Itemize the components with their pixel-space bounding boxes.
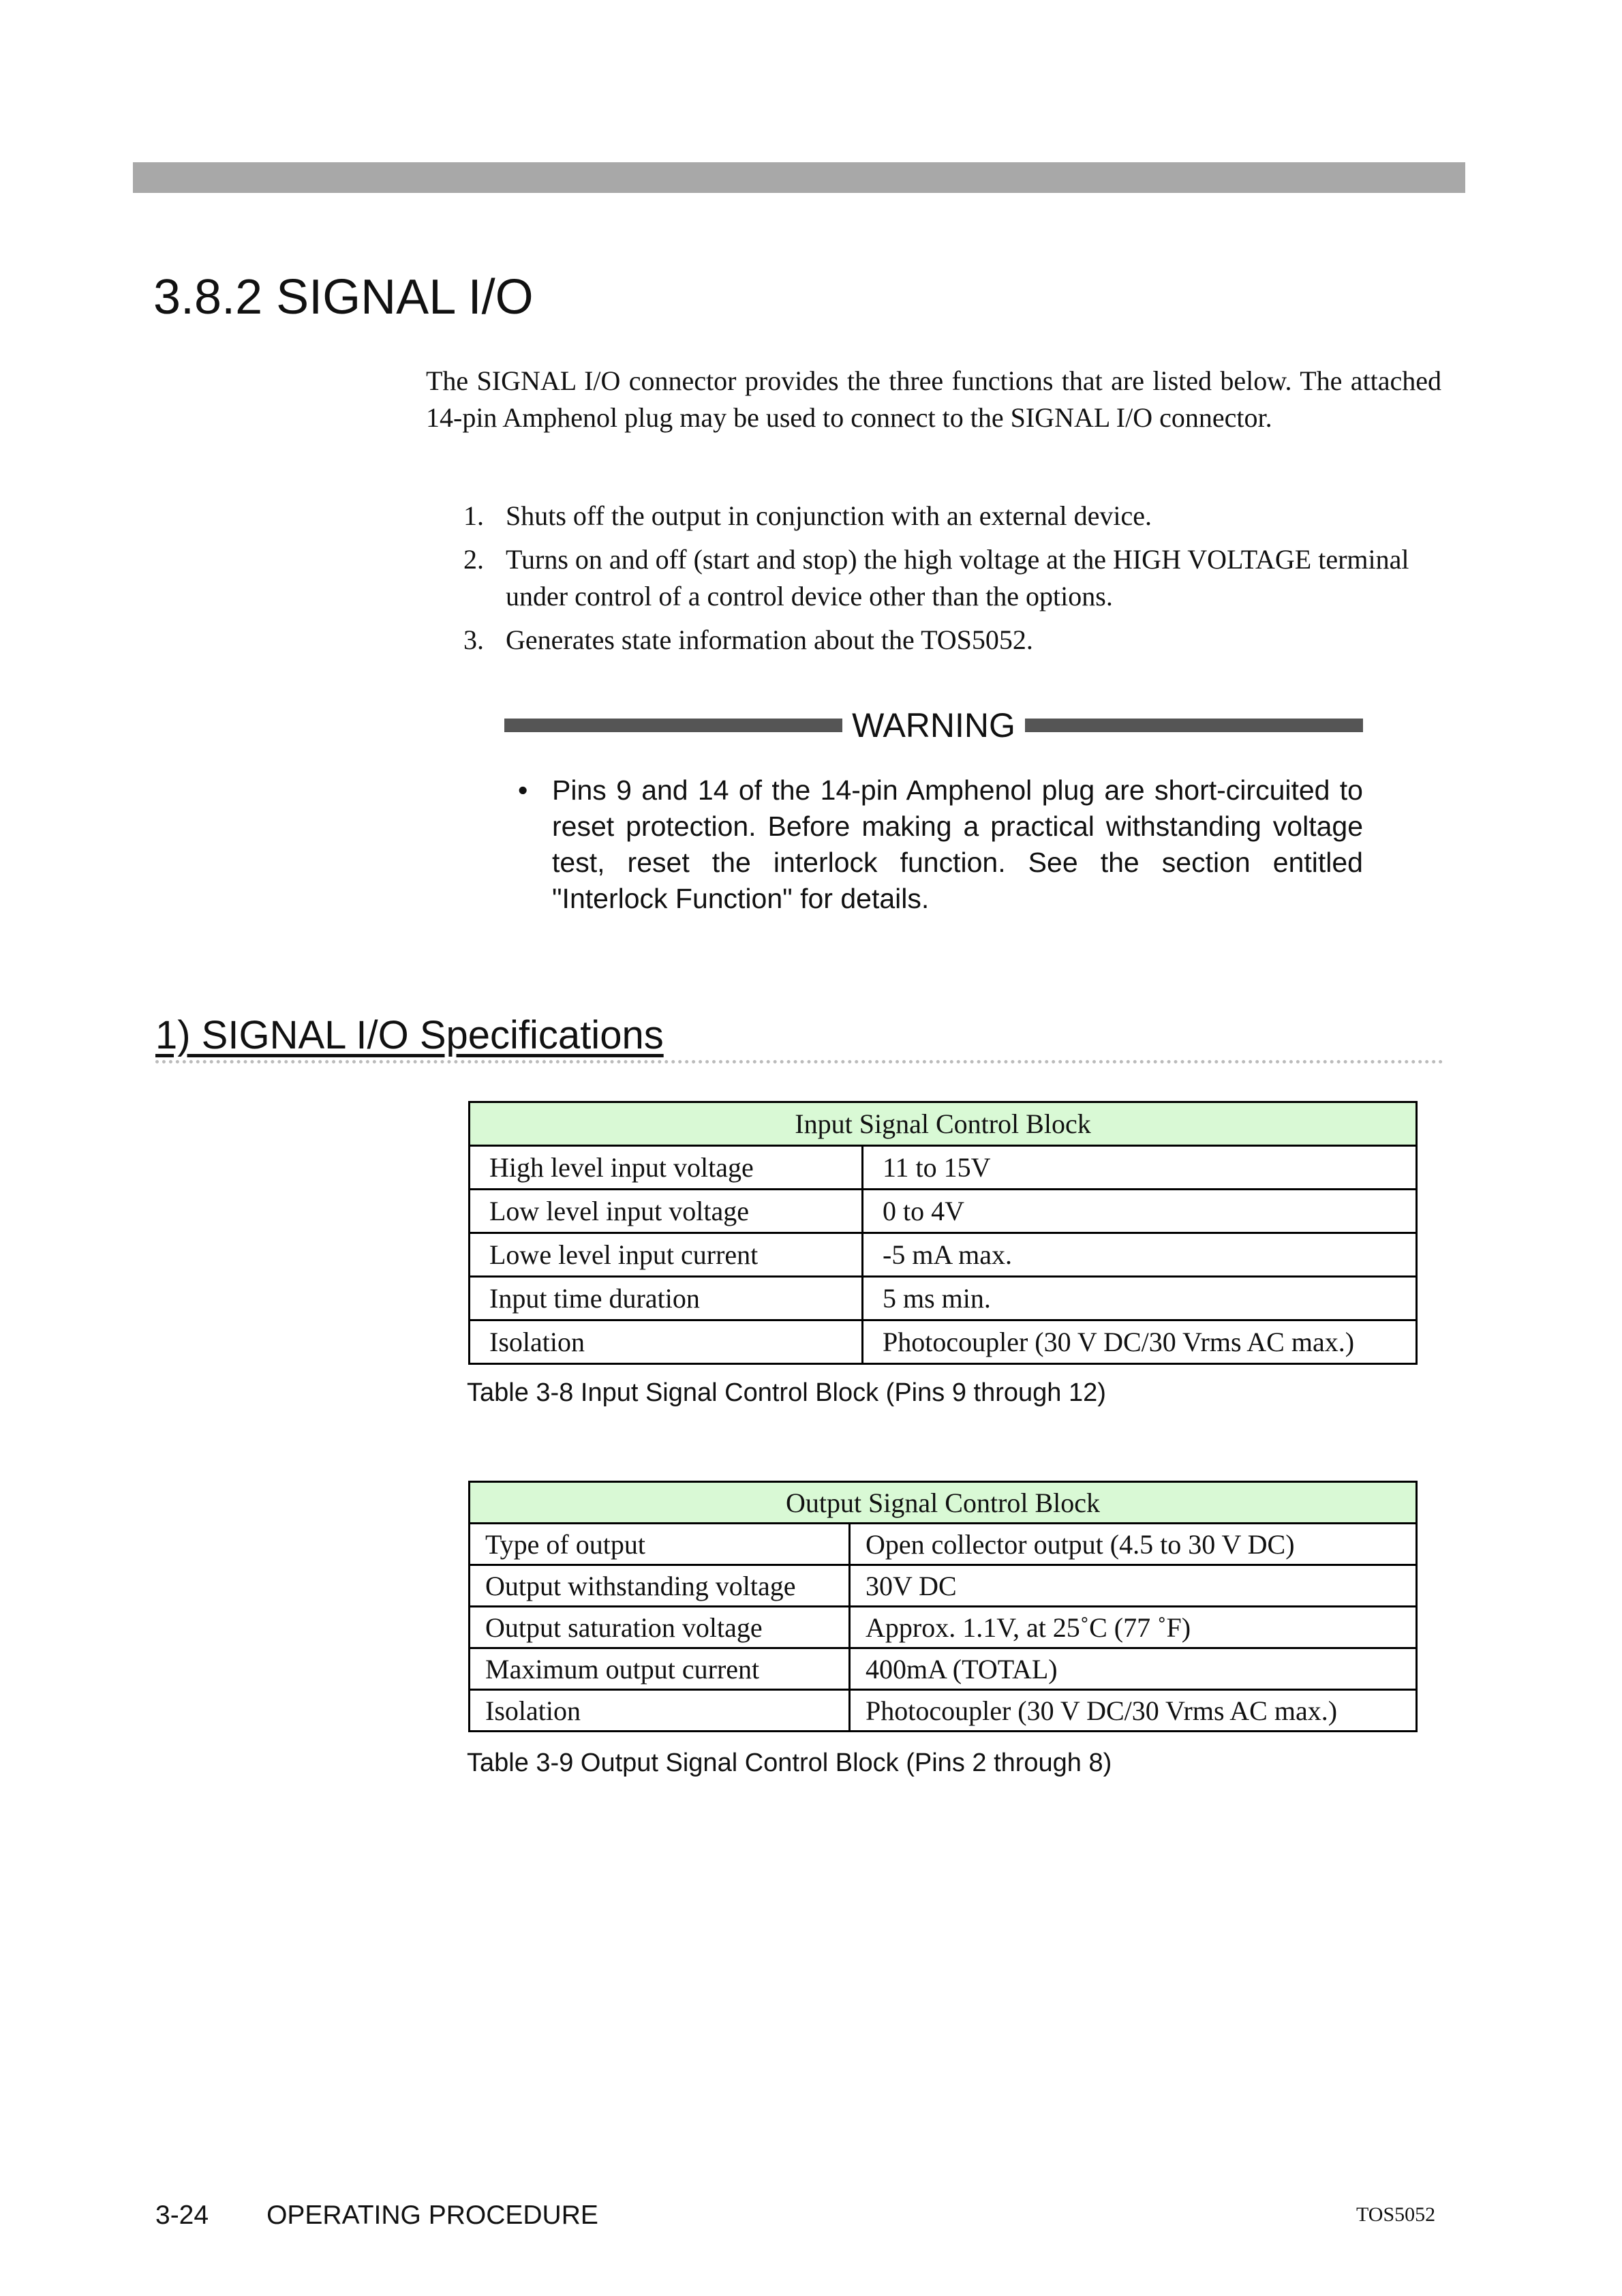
table-cell: Photocoupler (30 V DC/30 Vrms AC max.): [863, 1320, 1417, 1364]
footer-model: TOS5052: [1356, 2203, 1436, 2226]
list-text: Turns on and off (start and stop) the high voltage at the HIGH VOLTAGE terminal under control of a control device other than the options.: [506, 544, 1409, 611]
table-row: [470, 1190, 1417, 1233]
warning-item: [518, 772, 1363, 917]
list-text: Shuts off the output in conjunction with an external device.: [506, 500, 1152, 531]
table-header: Input Signal Control Block: [470, 1102, 1417, 1146]
table-row: [470, 1146, 1417, 1190]
subsection-title: 1) SIGNAL I/O Specifications: [155, 1013, 664, 1057]
table-cell: Photocoupler (30 V DC/30 Vrms AC max.): [850, 1690, 1417, 1732]
table-row: [470, 1607, 1417, 1648]
warning-rule-right: [1025, 719, 1363, 732]
table-row: [470, 1648, 1417, 1690]
table-caption: Table 3-9 Output Signal Control Block (Pins 2 through 8): [467, 1749, 1112, 1777]
list-item: [463, 498, 1441, 534]
list-number: 2.: [463, 544, 484, 575]
page-footer: [155, 2201, 598, 2231]
table-row: [470, 1565, 1417, 1607]
dotted-leader: [155, 1060, 1443, 1063]
table-header: Output Signal Control Block: [470, 1482, 1417, 1524]
table-cell: Output withstanding voltage: [470, 1565, 850, 1607]
table-cell: Open collector output (4.5 to 30 V DC): [850, 1524, 1417, 1565]
table-row: [470, 1277, 1417, 1320]
table-row: [470, 1320, 1417, 1364]
list-item: [463, 541, 1441, 615]
table-cell: Type of output: [470, 1524, 850, 1565]
table-cell: 5 ms min.: [863, 1277, 1417, 1320]
table-cell: Input time duration: [470, 1277, 863, 1320]
warning-label: WARNING: [852, 706, 1015, 744]
table-cell: 30V DC: [850, 1565, 1417, 1607]
table-caption: Table 3-8 Input Signal Control Block (Pins 9 through 12): [467, 1378, 1106, 1407]
list-number: 1.: [463, 500, 484, 531]
table-cell: Isolation: [470, 1690, 850, 1732]
list-item: [463, 622, 1441, 659]
table-cell: 400mA (TOTAL): [850, 1648, 1417, 1690]
list-number: 3.: [463, 624, 484, 655]
table-cell: Lowe level input current: [470, 1233, 863, 1277]
table-cell: Low level input voltage: [470, 1190, 863, 1233]
table-cell: 11 to 15V: [863, 1146, 1417, 1190]
intro-paragraph: The SIGNAL I/O connector provides the three functions that are listed below. The attached 14-pin Amphenol plug may be used to connect to the SIGNAL I/O connector.: [426, 365, 1441, 433]
warning-text: Pins 9 and 14 of the 14-pin Amphenol plug are short-circuited to reset protection. Before making a practical withstanding voltage test, reset the interlock function. See the section entitled "Interlock Function" for details.: [552, 774, 1363, 914]
table-cell: Isolation: [470, 1320, 863, 1364]
table-cell: Approx. 1.1V, at 25˚C (77 ˚F): [850, 1607, 1417, 1648]
function-list: [463, 498, 1441, 665]
warning-rule-left: [504, 719, 842, 732]
top-header-bar: [133, 162, 1465, 193]
table-cell: Maximum output current: [470, 1648, 850, 1690]
page-number: 3-24: [155, 2201, 209, 2230]
table-cell: 0 to 4V: [863, 1190, 1417, 1233]
footer-section: OPERATING PROCEDURE: [266, 2201, 598, 2230]
warning-header: [504, 706, 1363, 745]
table-cell: Output saturation voltage: [470, 1607, 850, 1648]
bullet: •: [518, 774, 528, 806]
list-text: Generates state information about the TOS5052.: [506, 624, 1033, 655]
table-row: [470, 1233, 1417, 1277]
table-row: [470, 1690, 1417, 1732]
table-row: [470, 1524, 1417, 1565]
section-title: 3.8.2 SIGNAL I/O: [153, 270, 534, 324]
input-signal-table: [468, 1101, 1418, 1365]
warning-list: [518, 772, 1363, 917]
output-signal-table: [468, 1481, 1418, 1732]
table-cell: -5 mA max.: [863, 1233, 1417, 1277]
table-cell: High level input voltage: [470, 1146, 863, 1190]
